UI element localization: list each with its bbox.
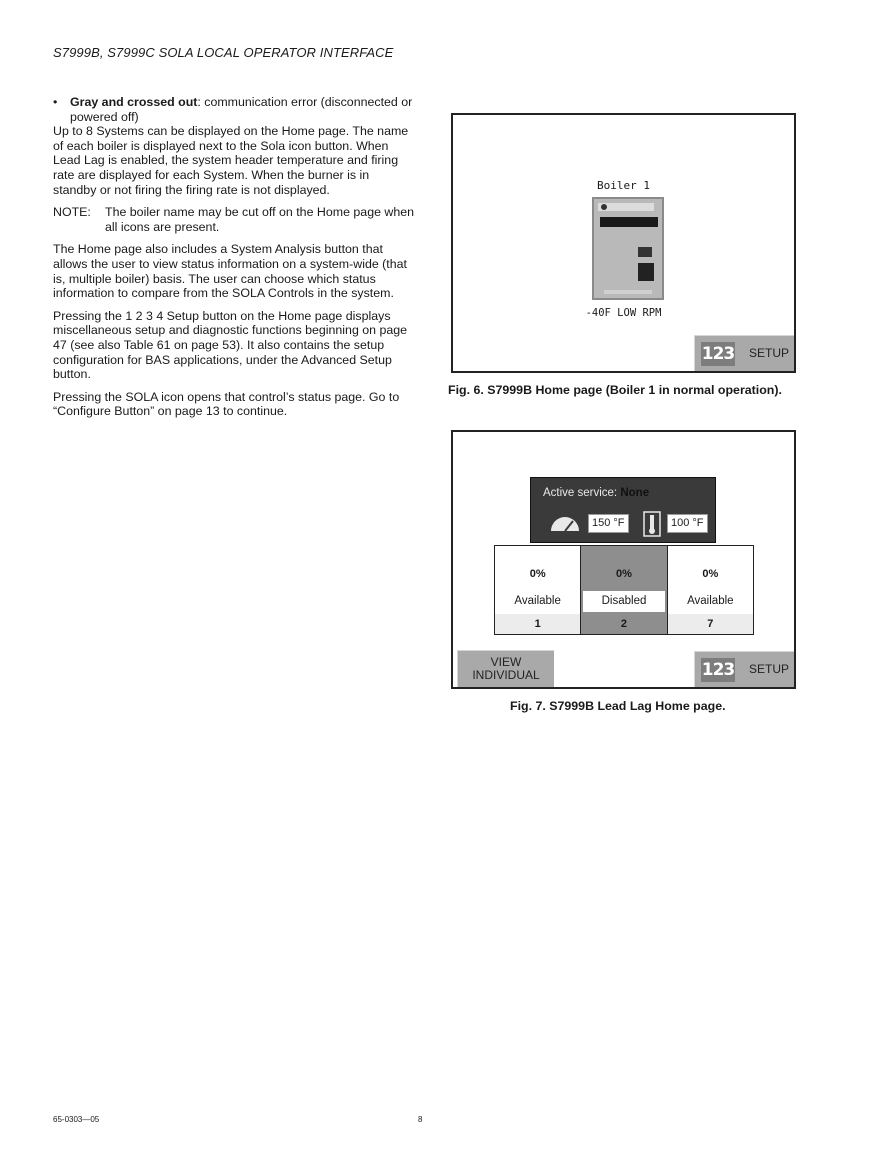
unit-cell[interactable] (581, 546, 667, 634)
firing-rate: 0% (616, 568, 632, 580)
numbers-123-icon: 123 (701, 344, 735, 364)
sola-footer-strip (604, 290, 652, 294)
unit-number: 1 (495, 614, 580, 634)
view-individual-button[interactable] (457, 650, 554, 687)
firing-rate: 0% (702, 568, 719, 580)
bullet-item (53, 95, 415, 124)
sola-indicator-icon (638, 247, 652, 257)
unit-status: Available (668, 591, 753, 612)
bullet-bold-term: Gray and crossed out (70, 95, 198, 109)
note-text: The boiler name may be cut off on the Home page when all icons are present. (105, 205, 415, 234)
numbers-123-icon: 123 (701, 660, 735, 680)
paragraph-system-analysis: The Home page also includes a System Analysis button that allows the user to view status information on a system-wide (that is, multiple boiler) basis. The user can choose which status information to compare from the SOLA Controls in the system. (53, 242, 407, 301)
page-number: 8 (418, 1115, 423, 1124)
document-number: 65-0303—05 (53, 1115, 100, 1124)
note (53, 205, 415, 234)
gauge-icon (549, 514, 581, 532)
bullet-description: : communication error (disconnected or powered off) (70, 95, 413, 124)
body-text-column (53, 95, 415, 427)
boiler-status-line: -40F LOW RPM (585, 307, 662, 319)
boiler-name-label: Boiler 1 (597, 179, 650, 192)
figure-7-caption: Fig. 7. S7999B Lead Lag Home page. (510, 699, 726, 713)
setup-label: SETUP (749, 346, 790, 360)
active-service-value: None (620, 487, 650, 499)
thermometer-icon (641, 511, 663, 537)
setup-button[interactable] (694, 335, 794, 371)
paragraph-systems: Up to 8 Systems can be displayed on the Home page. The name of each boiler is displayed next to the Sola icon button. When Lead Lag is enabled, the system header temperature and firing rate are displayed for each System. When the burner is in standby or not firing the firing rate is not displayed. (53, 124, 409, 197)
unit-number: 2 (581, 614, 666, 634)
active-service-panel[interactable] (530, 477, 716, 543)
view-individual-line1: VIEW (490, 655, 522, 669)
paragraph-setup-button: Pressing the 1 2 3 4 Setup button on the Home page displays miscellaneous setup and diagnostic functions beginning on page 47 (see also Table 61 on page 53). It also contains the setup configuration for BAS applications, under the Advanced Setup button. (53, 308, 408, 382)
unit-status: Disabled (583, 591, 664, 612)
note-label: NOTE: (53, 205, 91, 220)
unit-status: Available (495, 591, 580, 612)
active-service-text (543, 487, 649, 499)
home-page-screenshot (451, 113, 796, 373)
setup-label: SETUP (749, 662, 790, 676)
sola-connector-icon (638, 263, 654, 281)
lead-lag-home-screenshot (451, 430, 796, 689)
unit-number: 7 (668, 614, 753, 634)
sola-icon-button[interactable] (592, 197, 664, 300)
bullet-dot: • (53, 95, 58, 109)
unit-cell[interactable] (495, 546, 581, 634)
figure-6-caption: Fig. 6. S7999B Home page (Boiler 1 in normal operation). (448, 383, 782, 397)
paragraph-sola-icon: Pressing the SOLA icon opens that control’s status page. Go to “Configure Button” on page 13 to continue. (53, 389, 400, 419)
view-individual-line2: INDIVIDUAL (472, 668, 540, 682)
sola-display-bar (600, 217, 658, 227)
firing-rate: 0% (529, 568, 546, 580)
bullet-text (70, 95, 415, 124)
setup-button[interactable] (694, 651, 794, 687)
sola-eye-icon (601, 204, 607, 210)
outdoor-temperature: 100 °F (667, 514, 708, 533)
lead-lag-unit-grid (494, 545, 754, 635)
running-header: S7999B, S7999C SOLA LOCAL OPERATOR INTERFACE (53, 45, 394, 60)
active-service-label: Active service: (543, 487, 618, 499)
header-temperature: 150 °F (588, 514, 629, 533)
unit-cell[interactable] (668, 546, 753, 634)
